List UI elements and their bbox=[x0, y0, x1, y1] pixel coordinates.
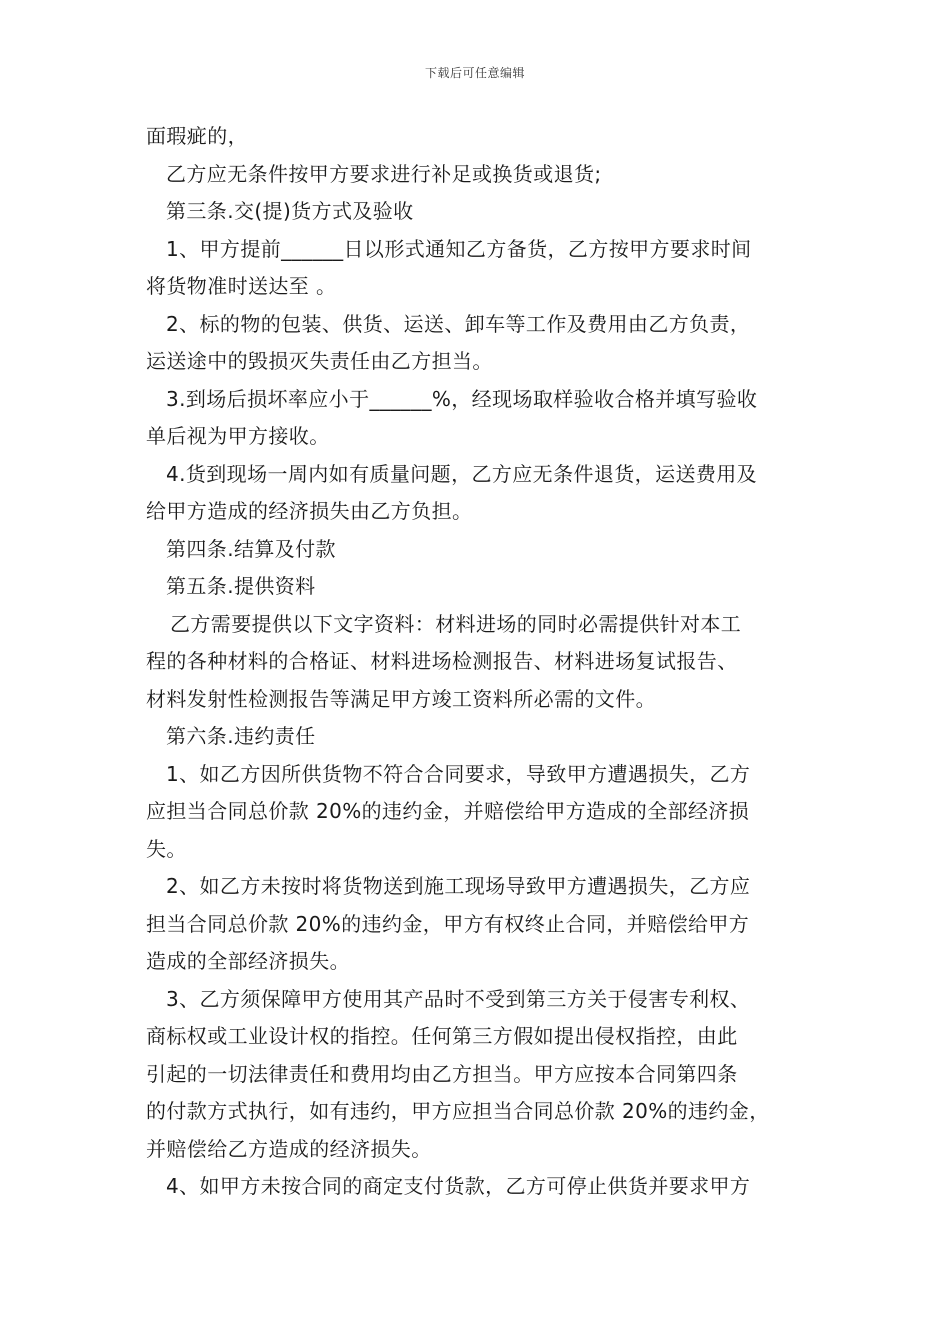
paragraph-line: 4、如甲方未按合同的商定支付货款，乙方可停止供货并要求甲方 bbox=[166, 1174, 751, 1198]
paragraph-line: 乙方需要提供以下文字资料：材料进场的同时必需提供针对本工 bbox=[170, 611, 742, 636]
page-header: 下载后可任意编辑 bbox=[424, 66, 525, 80]
paragraph-line: 3.到场后损坏率应小于______%，经现场取样验收合格并填写验收 bbox=[166, 386, 758, 411]
section-heading: 第四条.结算及付款 bbox=[166, 536, 336, 561]
paragraph-line: 失。 bbox=[146, 836, 187, 861]
paragraph-line: 应担当合同总价款 20%的违约金，并赔偿给甲方造成的全部经济损 bbox=[146, 799, 750, 823]
paragraph-line: 运送途中的毁损灭失责任由乙方担当。 bbox=[146, 349, 493, 373]
paragraph-line: 乙方应无条件按甲方要求进行补足或换货或退货; bbox=[166, 161, 602, 186]
paragraph-line: 2、标的物的包装、供货、运送、卸车等工作及费用由乙方负责， bbox=[166, 311, 751, 336]
paragraph-line: 面瑕疵的， bbox=[146, 124, 248, 148]
document-body bbox=[146, 118, 810, 1206]
paragraph-line: 4.货到现场一周内如有质量问题，乙方应无条件退货，运送费用及 bbox=[166, 461, 758, 486]
paragraph-line: 将货物准时送达至 。 bbox=[146, 274, 337, 298]
paragraph-line: 的付款方式执行，如有违约，甲方应担当合同总价款 20%的违约金， bbox=[146, 1099, 770, 1123]
paragraph-line: 给甲方造成的经济损失由乙方负担。 bbox=[146, 499, 473, 523]
paragraph-line: 2、如乙方未按时将货物送到施工现场导致甲方遭遇损失，乙方应 bbox=[166, 874, 751, 898]
section-heading: 第六条.违约责任 bbox=[166, 724, 316, 748]
paragraph-line: 单后视为甲方接收。 bbox=[146, 424, 330, 448]
paragraph-line: 引起的一切法律责任和费用均由乙方担当。甲方应按本合同第四条 bbox=[146, 1061, 738, 1086]
paragraph-line: 并赔偿给乙方造成的经济损失。 bbox=[146, 1136, 432, 1161]
section-heading: 第五条.提供资料 bbox=[166, 574, 316, 598]
paragraph-line: 程的各种材料的合格证、材料进场检测报告、材料进场复试报告、 bbox=[146, 649, 738, 673]
paragraph-line: 1、甲方提前______日以形式通知乙方备货，乙方按甲方要求时间 bbox=[166, 236, 752, 261]
paragraph-line: 商标权或工业设计权的指控。任何第三方假如提出侵权指控，由此 bbox=[146, 1024, 738, 1048]
paragraph-line: 材料发射性检测报告等满足甲方竣工资料所必需的文件。 bbox=[146, 686, 656, 711]
paragraph-line: 3、乙方须保障甲方使用其产品时不受到第三方关于侵害专利权、 bbox=[166, 986, 751, 1011]
paragraph-line: 造成的全部经济损失。 bbox=[146, 949, 350, 973]
paragraph-line: 担当合同总价款 20%的违约金，甲方有权终止合同，并赔偿给甲方 bbox=[146, 911, 750, 936]
section-heading: 第三条.交(提)货方式及验收 bbox=[166, 199, 414, 223]
paragraph-line: 1、如乙方因所供货物不符合合同要求，导致甲方遭遇损失，乙方 bbox=[166, 761, 751, 786]
